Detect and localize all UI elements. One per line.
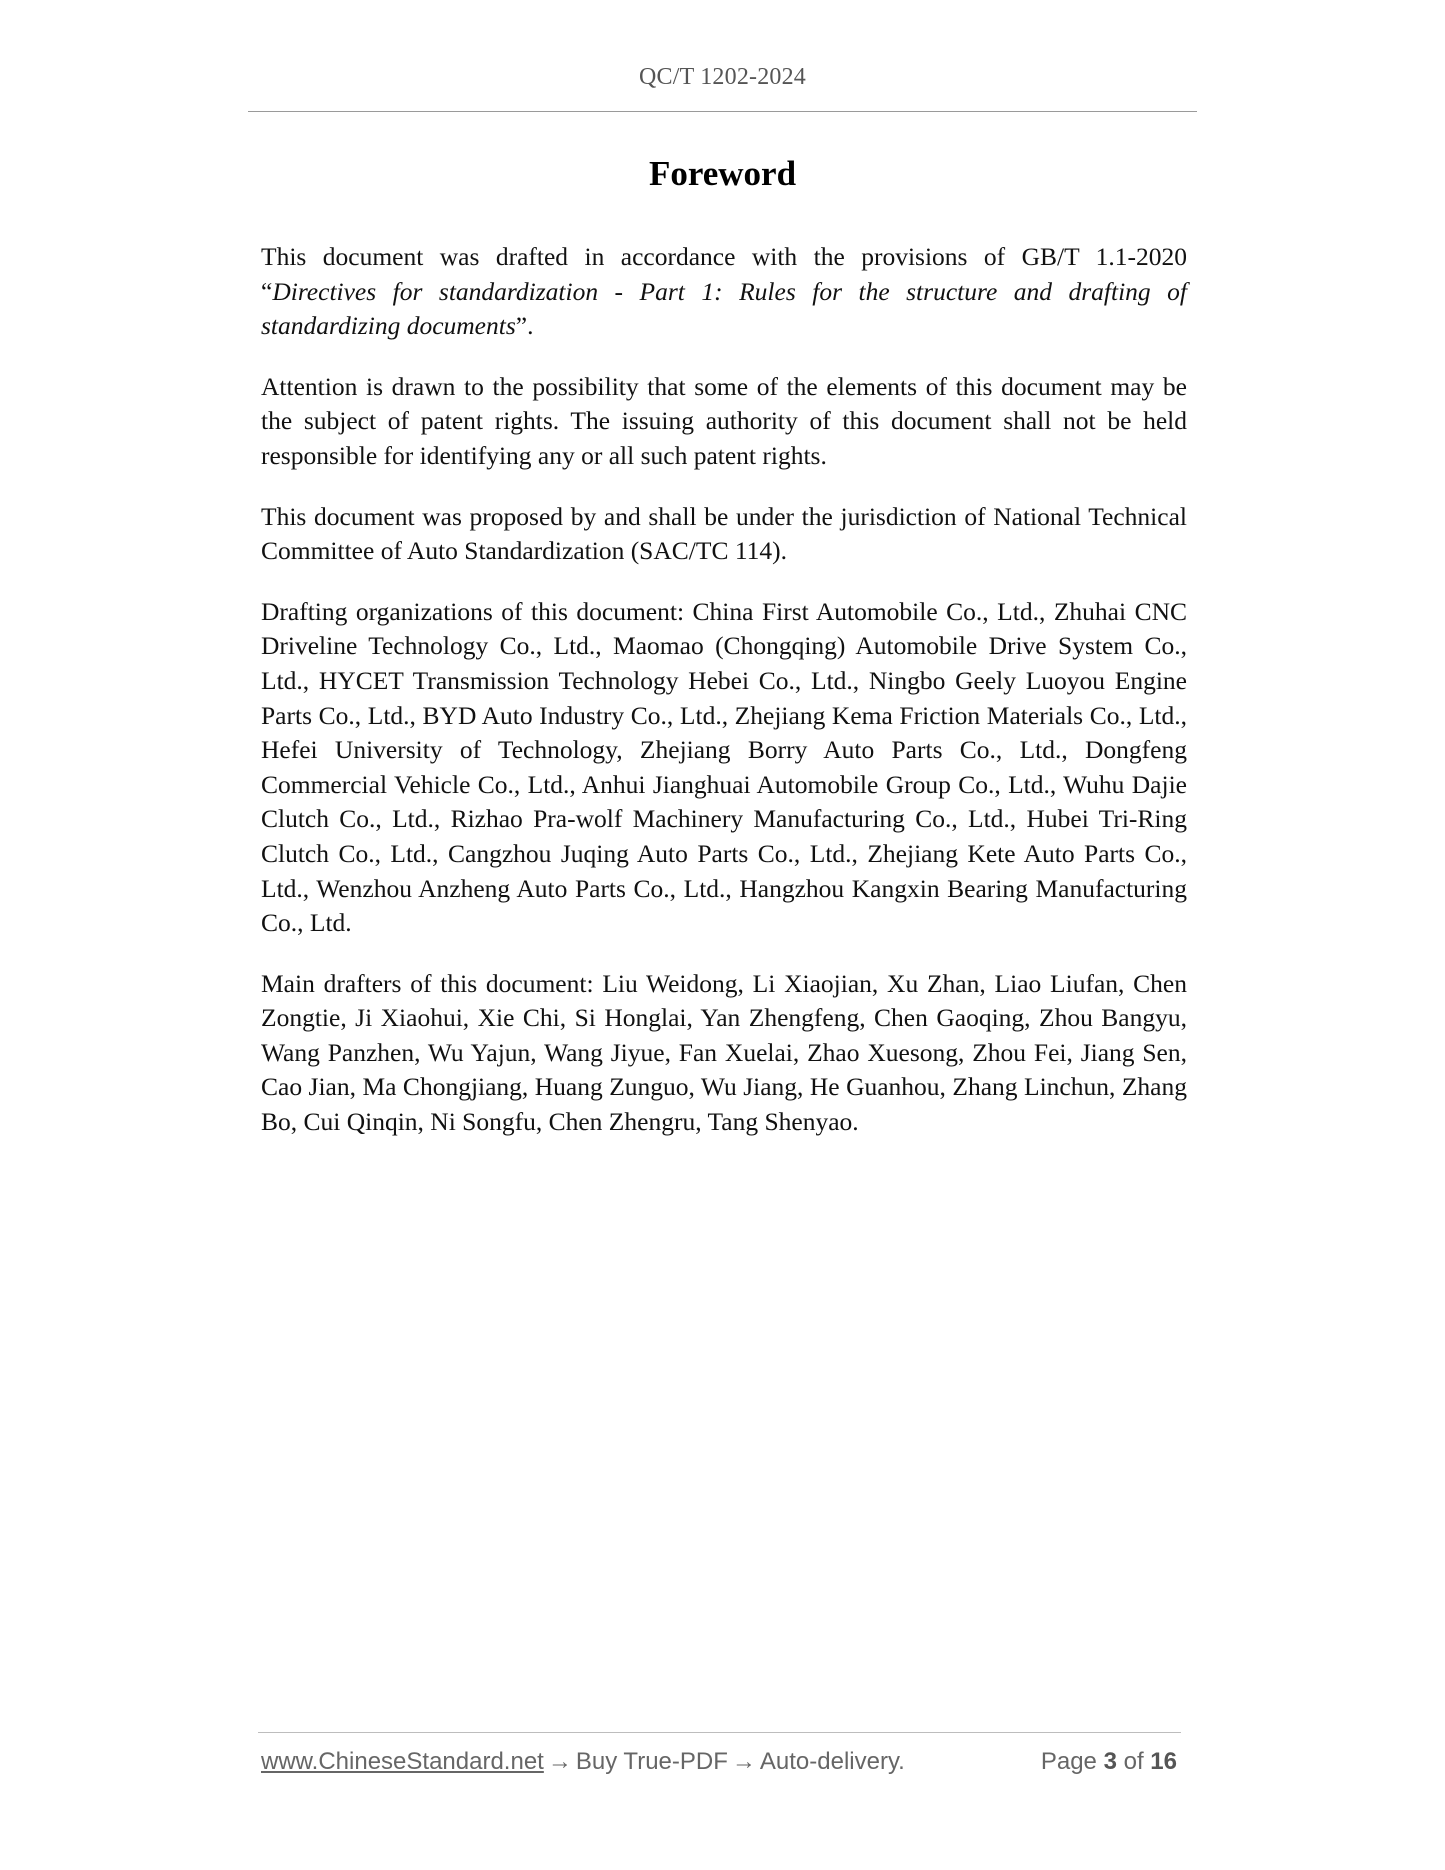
page-number: [1041, 1748, 1177, 1776]
directive-title-italic: Directives for standardization - Part 1: Rules for the structure and drafting of standardizing documents: [261, 276, 1187, 341]
paragraph-drafting-organizations: Drafting organizations of this document: China First Automobile Co., Ltd., Zhuhai CNC Driveline Technology Co., Ltd., Maomao (Chongqing) Automobile Drive System Co., Ltd., HYCET Transmission Technology Hebei Co., Ltd., Ningbo Geely Luoyou Engine Parts Co., Ltd., BYD Auto Industry Co., Ltd., Zhejiang Kema Friction Materials Co., Ltd., Hefei University of Technology, Zhejiang Borry Auto Parts Co., Ltd., Dongfeng Commercial Vehicle Co., Ltd., Anhui Jianghuai Automobile Group Co., Ltd., Wuhu Dajie Clutch Co., Ltd., Rizhao Pra-wolf Machinery Manufacturing Co., Ltd., Hubei Tri-Ring Clutch Co., Ltd., Cangzhou Juqing Auto Parts Co., Ltd., Zhejiang Kete Auto Parts Co., Ltd., Wenzhou Anzheng Auto Parts Co., Ltd., Hangzhou Kangxin Bearing Manufacturing Co., Ltd.: [261, 596, 1187, 938]
paragraph-drafting-provisions-before: This document was drafted in accordance with the provisions of GB/T 1.1-2020 “: [261, 242, 1187, 306]
arrow-right-icon: →: [731, 1748, 756, 1775]
footer-promo: [261, 1748, 905, 1776]
paragraph-jurisdiction: This document was proposed by and shall be under the jurisdiction of National Technical Committee of Auto Standardization (SAC/TC 114).: [261, 501, 1187, 566]
paragraph-drafting-provisions-after: ”.: [515, 311, 534, 341]
paragraph-patent-notice: Attention is drawn to the possibility that some of the elements of this document may be the subject of patent rights. The issuing authority of this document shall not be held responsible for identifying any or all such patent rights.: [261, 371, 1187, 470]
header-doc-code: QC/T 1202-2024: [638, 64, 807, 90]
header-divider: [248, 111, 1197, 112]
page-label: Page: [1040, 1748, 1097, 1775]
auto-delivery-text: Auto-delivery.: [759, 1748, 905, 1775]
page-title: Foreword: [648, 154, 797, 193]
page-of-label: of: [1123, 1748, 1144, 1775]
site-link[interactable]: www.ChineseStandard.net: [261, 1748, 544, 1775]
foreword-body: [261, 240, 1187, 1166]
paragraph-drafting-provisions: [261, 240, 1187, 344]
page-current: 3: [1103, 1748, 1117, 1775]
arrow-right-icon: →: [547, 1748, 572, 1775]
footer-divider: [258, 1732, 1181, 1733]
page-total: 16: [1150, 1748, 1177, 1775]
buy-true-pdf-text: Buy True-PDF: [575, 1748, 728, 1775]
paragraph-main-drafters: Main drafters of this document: Liu Weidong, Li Xiaojian, Xu Zhan, Liao Liufan, Chen Zongtie, Ji Xiaohui, Xie Chi, Si Honglai, Yan Zhengfeng, Chen Gaoqing, Zhou Bangyu, Wang Panzhen, Wu Yajun, Wang Jiyue, Fan Xuelai, Zhao Xuesong, Zhou Fei, Jiang Sen, Cao Jian, Ma Chongjiang, Huang Zunguo, Wu Jiang, He Guanhou, Zhang Linchun, Zhang Bo, Cui Qinqin, Ni Songfu, Chen Zhengru, Tang Shenyao.: [261, 968, 1187, 1137]
